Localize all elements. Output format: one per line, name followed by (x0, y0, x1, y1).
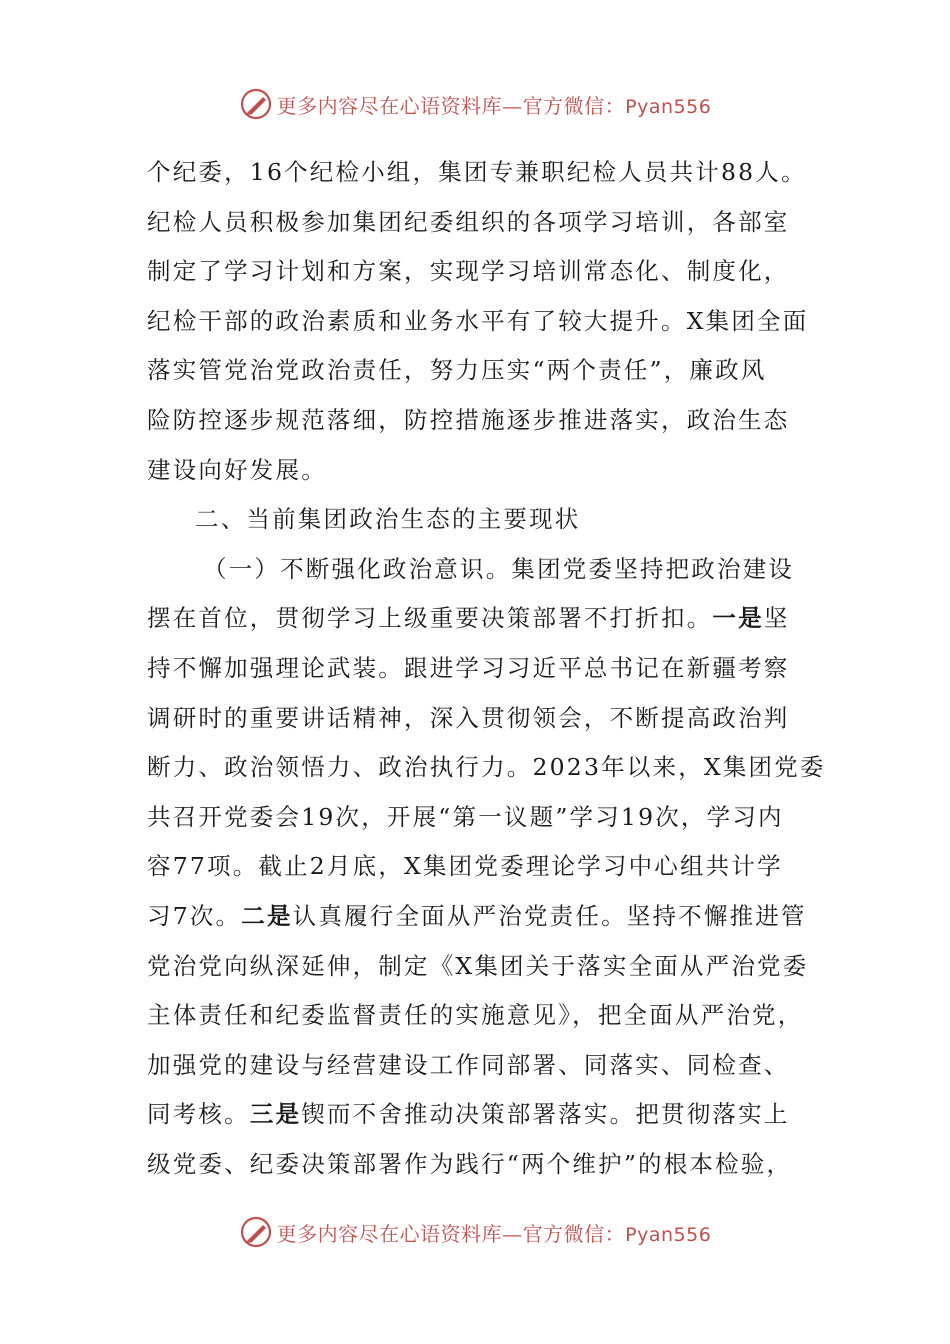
footer-watermark-banner (0, 1212, 950, 1252)
wechat-id: Pyan556 (625, 1223, 712, 1246)
wechat-id: Pyan556 (625, 95, 712, 118)
text-line: 建设向好发展。 (147, 455, 327, 484)
bold-marker: 三是 (249, 1100, 302, 1129)
text-line: 摆在首位，贯彻学习上级重要决策部署不打折扣。一是坚 (147, 604, 790, 633)
text-line: 习7次。二是认真履行全面从严治党责任。坚持不懈推进管 (147, 901, 807, 930)
section-heading: 二、当前集团政治生态的主要现状 (195, 505, 581, 534)
bold-marker: 一是 (712, 604, 764, 633)
text-line: 主体责任和纪委监督责任的实施意见》，把全面从严治党， (147, 1001, 804, 1030)
bold-marker: 二是 (241, 901, 293, 930)
text-line: 持不懈加强理论武装。跟进学习习近平总书记在新疆考察 (147, 653, 790, 682)
text-line: 党治党向纵深延伸，制定《X集团关于落实全面从严治党委 (147, 951, 809, 980)
text-line: 纪检人员积极参加集团纪委组织的各项学习培训，各部室 (147, 207, 790, 236)
text-line: 调研时的重要讲话精神，深入贯彻领会，不断提高政治判 (147, 703, 790, 732)
text-line: 共召开党委会19次，开展“第一议题”学习19次，学习内 (147, 802, 784, 831)
text-line: 容77项。截止2月底，X集团党委理论学习中心组共计学 (147, 852, 783, 881)
text-line: 纪检干部的政治素质和业务水平有了较大提升。X集团全面 (147, 306, 809, 335)
pen-logo-icon (239, 87, 273, 121)
document-body (147, 148, 826, 1189)
banner-text: 更多内容尽在心语资料库—官方微信：Pyan556 (276, 93, 712, 118)
text-line: 制定了学习计划和方案，实现学习培训常态化、制度化， (147, 257, 790, 286)
text-line: 加强党的建设与经营建设工作同部署、同落实、同检查、 (147, 1050, 790, 1079)
text-line: 个纪委，16个纪检小组，集团专兼职纪检人员共计88人。 (147, 158, 807, 186)
header-watermark-banner (0, 84, 950, 124)
text-line: 断力、政治领悟力、政治执行力。2023年以来，X集团党委 (147, 753, 826, 782)
text-line: 级党委、纪委决策部署作为践行“两个维护”的根本检验， (147, 1149, 793, 1178)
text-line: 险防控逐步规范落细，防控措施逐步推进落实，政治生态 (147, 405, 790, 434)
banner-text: 更多内容尽在心语资料库—官方微信：Pyan556 (276, 1221, 712, 1246)
text-line: 同考核。三是锲而不舍推动决策部署落实。把贯彻落实上 (147, 1100, 790, 1129)
pen-logo-icon (239, 1215, 273, 1249)
text-line: 落实管党治党政治责任，努力压实“两个责任”，廉政风 (147, 356, 767, 385)
text-line: （一）不断强化政治意识。集团党委坚持把政治建设 (203, 554, 795, 583)
